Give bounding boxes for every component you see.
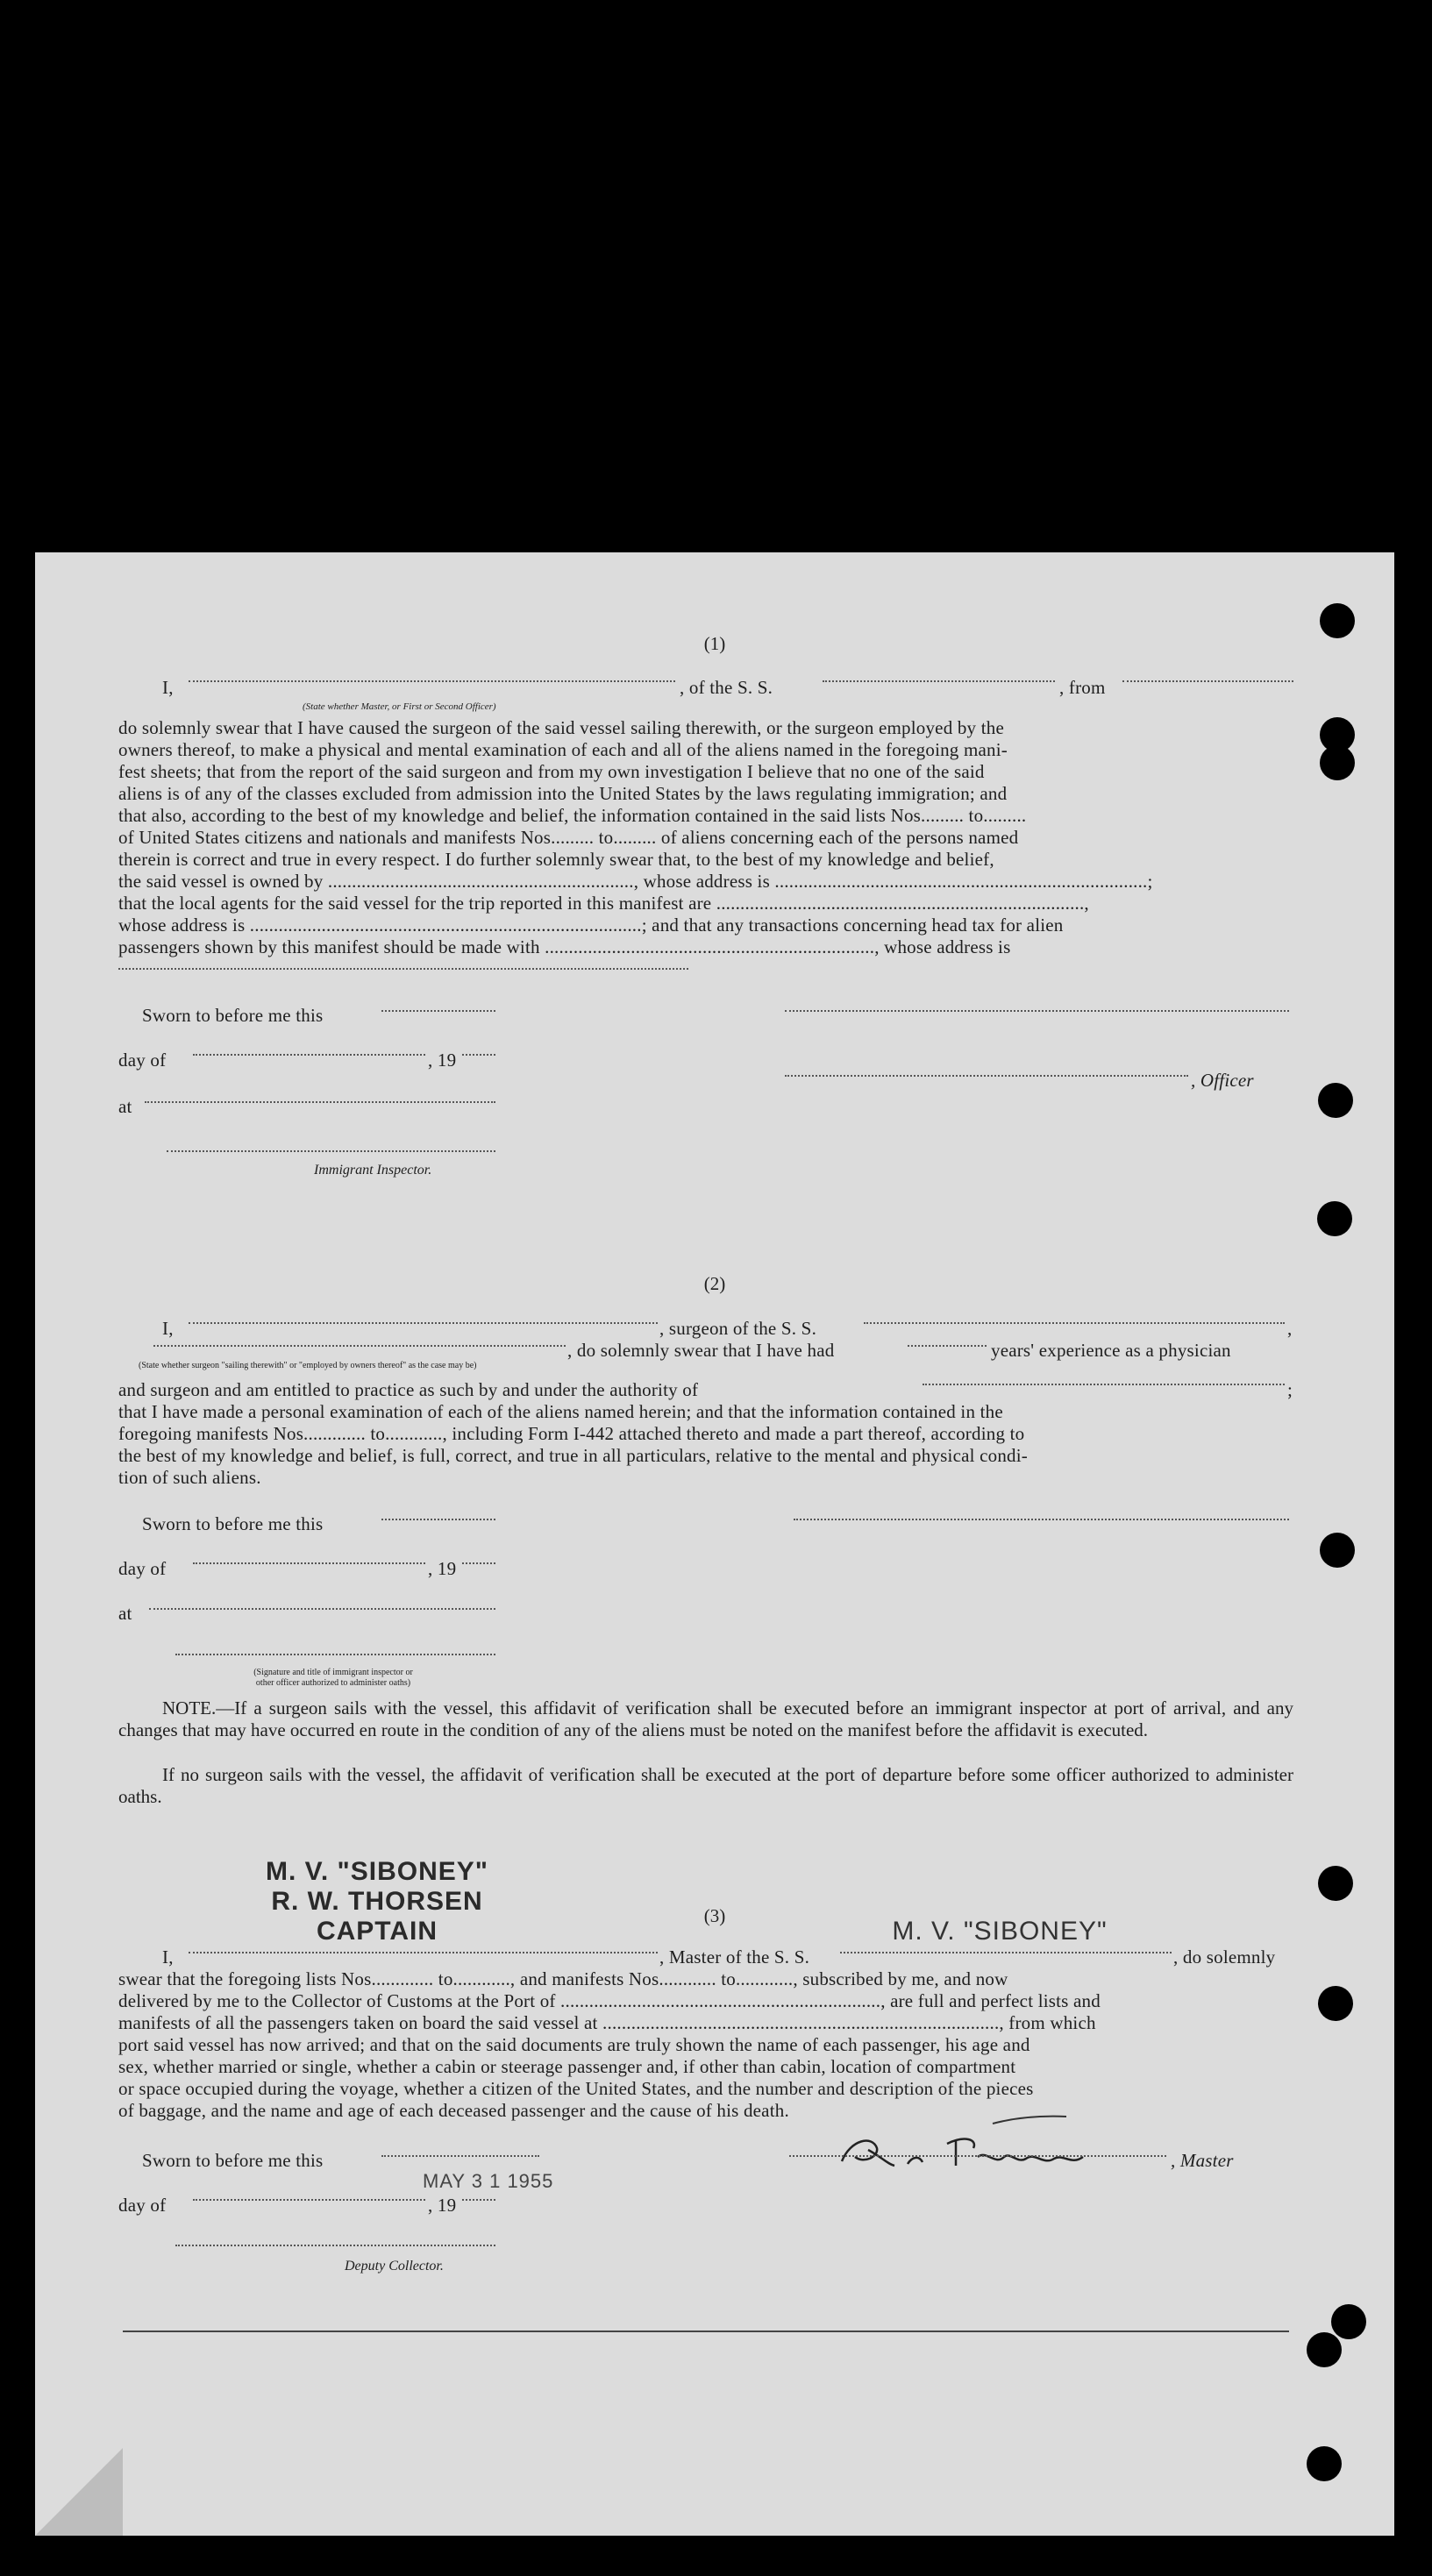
- s3-line2: swear that the foregoing lists Nos............. to............, and manifests Nos............ to............, subscribed by me, and now: [118, 1968, 1008, 1989]
- s2-years: years' experience as a physician: [991, 1340, 1231, 1361]
- s1-officer-blank: [785, 1075, 1188, 1077]
- s1-year-blank: [462, 1054, 495, 1056]
- folded-corner: [35, 2448, 123, 2536]
- manifest-affidavit-page: [35, 552, 1394, 2536]
- s3-master-signature-line: [789, 2155, 1166, 2157]
- s1-line2: do solemnly swear that I have caused the surgeon of the said vessel sailing therewith, or the surgeon employed by the: [118, 717, 1004, 738]
- s3-sworn-blank: [381, 2155, 539, 2157]
- s2-day-blank: [193, 1562, 425, 1564]
- s2-note-1: NOTE.—If a surgeon sails with the vessel, this affidavit of verification shall be executed before an immigrant inspector at port of arrival, and any changes that may have occurred en route in the condition of any of the aliens must be noted on the manifest before the affidavit is executed.: [118, 1697, 1293, 1740]
- s2-i: I,: [162, 1318, 174, 1339]
- section-1-number: (1): [703, 633, 726, 654]
- s1-sworn-blank: [381, 1010, 495, 1012]
- punch-hole: [1320, 1533, 1355, 1568]
- s2-surgeon-of: , surgeon of the S. S.: [659, 1318, 817, 1339]
- s2-line6: the best of my knowledge and belief, is full, correct, and true in all particulars, relative to the mental and physical condi-: [118, 1445, 1028, 1466]
- master-signature: [824, 2131, 1140, 2174]
- s2-line4: that I have made a personal examination of each of the aliens named herein; and that the information contained in the: [118, 1401, 1003, 1422]
- s2-name-blank: [189, 1322, 658, 1324]
- s1-from: , from: [1059, 677, 1106, 698]
- s2-comma: ,: [1287, 1318, 1293, 1339]
- captain-stamp-name: R. W. THORSEN: [271, 1887, 483, 1916]
- s1-inspector-line: [167, 1150, 495, 1152]
- s3-swear: , do solemnly: [1173, 1946, 1276, 1968]
- s2-authority-blank: [923, 1384, 1285, 1385]
- s3-line6: sex, whether married or single, whether a cabin or steerage passenger and, if other than cabin, location of compartment: [118, 2056, 1016, 2077]
- s1-line6: that also, according to the best of my knowledge and belief, the information contained in the said lists Nos......... to.........: [118, 805, 1027, 826]
- s2-at-blank: [149, 1608, 495, 1610]
- s2-note-2: If no surgeon sails with the vessel, the affidavit of verification shall be executed at the port of departure before some officer authorized to administer oaths.: [118, 1764, 1293, 1807]
- captain-stamp-vessel: M. V. "SIBONEY": [265, 1857, 489, 1886]
- s1-day-blank: [193, 1054, 425, 1056]
- s2-line5: foregoing manifests Nos............. to............, including Form I-442 attached thereto and made a part thereof, according to: [118, 1423, 1025, 1444]
- s1-line11: whose address is ..................................................................................; and that any transactions concerning head tax for alien: [118, 914, 1064, 936]
- s2-sworn-blank: [381, 1519, 495, 1520]
- s2-semicolon: ;: [1287, 1379, 1293, 1400]
- s3-year-blank: [462, 2199, 495, 2201]
- s2-sworn: Sworn to before me this: [142, 1513, 324, 1534]
- s2-day-of: day of: [118, 1558, 167, 1579]
- s1-sworn: Sworn to before me this: [142, 1005, 324, 1026]
- punch-hole: [1318, 1083, 1353, 1118]
- s2-signature-line: [175, 1654, 495, 1655]
- punch-hole: [1318, 1866, 1353, 1901]
- s2-surgeon-blank: [153, 1345, 566, 1347]
- s1-line4: fest sheets; that from the report of the said surgeon and from my own investigation I believe that no one of the said: [118, 761, 985, 782]
- s3-day-of: day of: [118, 2195, 167, 2216]
- s3-master-of: , Master of the S. S.: [659, 1946, 810, 1968]
- s3-name-blank: [189, 1952, 658, 1953]
- s2-swear: , do solemnly swear that I have had: [567, 1340, 835, 1361]
- s3-master: , Master: [1171, 2150, 1234, 2171]
- captain-stamp-title: CAPTAIN: [316, 1917, 438, 1946]
- s1-line10: that the local agents for the said vessel for the trip reported in this manifest are .............................................................................,: [118, 893, 1089, 914]
- s1-address-blank: [118, 968, 688, 970]
- s2-ship-blank: [864, 1322, 1285, 1324]
- s2-signature-caption-2: other officer authorized to administer oaths): [255, 1678, 411, 1688]
- punch-hole: [1318, 1986, 1353, 2021]
- s1-line5: aliens is of any of the classes excluded from admission into the United States by the laws regulating immigration; and: [118, 783, 1008, 804]
- s1-line3: owners thereof, to make a physical and mental examination of each and all of the aliens named in the foregoing mani-: [118, 739, 1008, 760]
- s2-at: at: [118, 1603, 132, 1624]
- s3-deputy-caption: Deputy Collector.: [345, 2259, 444, 2274]
- s3-line3: delivered by me to the Collector of Customs at the Port of ..................................................................., are full and perfect lists and: [118, 1990, 1101, 2011]
- s3-line4: manifests of all the passengers taken on board the said vessel at ..................................................................................., from which: [118, 2012, 1096, 2033]
- s1-nineteen: , 19: [428, 1050, 457, 1071]
- vessel-name-stamp: M. V. "SIBONEY": [892, 1917, 1108, 1946]
- s1-i: I,: [162, 677, 174, 698]
- s3-nineteen: , 19: [428, 2195, 457, 2216]
- captain-stamp: [232, 1857, 522, 1946]
- s2-line7: tion of such aliens.: [118, 1467, 261, 1488]
- s2-signature-caption-1: (Signature and title of immigrant inspector or: [253, 1668, 413, 1677]
- s1-caption-master: (State whether Master, or First or Second Officer): [303, 701, 496, 712]
- date-stamp: MAY 3 1 1955: [423, 2170, 554, 2192]
- s1-line8: therein is correct and true in every respect. I do further solemnly swear that, to the best of my knowledge and belief,: [118, 849, 994, 870]
- s3-deputy-line: [175, 2245, 495, 2246]
- s1-officer: , Officer: [1191, 1070, 1254, 1091]
- s3-line5: port said vessel has now arrived; and that on the said documents are truly shown the name of each passenger, his age and: [118, 2034, 1030, 2055]
- s2-years-blank: [908, 1345, 987, 1347]
- death-underline-stroke: [991, 2111, 1070, 2129]
- s3-i: I,: [162, 1946, 174, 1968]
- s2-year-blank: [462, 1562, 495, 1564]
- punch-hole: [1317, 1201, 1352, 1236]
- s1-line12: passengers shown by this manifest should be made with ....................................................................., whose address is: [118, 936, 1011, 957]
- punch-hole: [1307, 2446, 1342, 2481]
- s3-sworn: Sworn to before me this: [142, 2150, 324, 2171]
- section-3-number: (3): [703, 1905, 726, 1926]
- s1-of-ss: , of the S. S.: [680, 677, 773, 698]
- s1-inspector-caption: Immigrant Inspector.: [314, 1163, 432, 1178]
- s2-nineteen: , 19: [428, 1558, 457, 1579]
- punch-hole: [1320, 745, 1355, 780]
- s2-caption-surgeon: (State whether surgeon "sailing therewith" or "employed by owners thereof" as the case may be): [139, 1361, 477, 1370]
- s1-at-blank: [145, 1101, 495, 1103]
- s1-line7: of United States citizens and nationals and manifests Nos......... to......... of aliens concerning each of the persons named: [118, 827, 1019, 848]
- s3-line7: or space occupied during the voyage, whether a citizen of the United States, and the number and description of the pieces: [118, 2078, 1034, 2099]
- section-2-number: (2): [703, 1273, 726, 1294]
- s2-line3: and surgeon and am entitled to practice as such by and under the authority of: [118, 1379, 699, 1400]
- s3-day-blank: [193, 2199, 425, 2201]
- s1-ship-blank: [823, 680, 1055, 682]
- s1-from-blank: [1122, 680, 1293, 682]
- s3-line8: of baggage, and the name and age of each deceased passenger and the cause of his death.: [118, 2100, 789, 2121]
- punch-hole: [1331, 2304, 1366, 2339]
- s1-day-of: day of: [118, 1050, 167, 1071]
- s1-line9: the said vessel is owned by ................................................................, whose address is ..............................................................................;: [118, 871, 1153, 892]
- s1-name-blank: [189, 680, 675, 682]
- s1-at: at: [118, 1096, 132, 1117]
- bottom-rule: [123, 2330, 1289, 2332]
- s1-officer-signature-line: [785, 1010, 1289, 1012]
- s3-ship-blank: [840, 1952, 1172, 1953]
- s2-surgeon-signature-line: [794, 1519, 1289, 1520]
- punch-hole: [1307, 2332, 1342, 2367]
